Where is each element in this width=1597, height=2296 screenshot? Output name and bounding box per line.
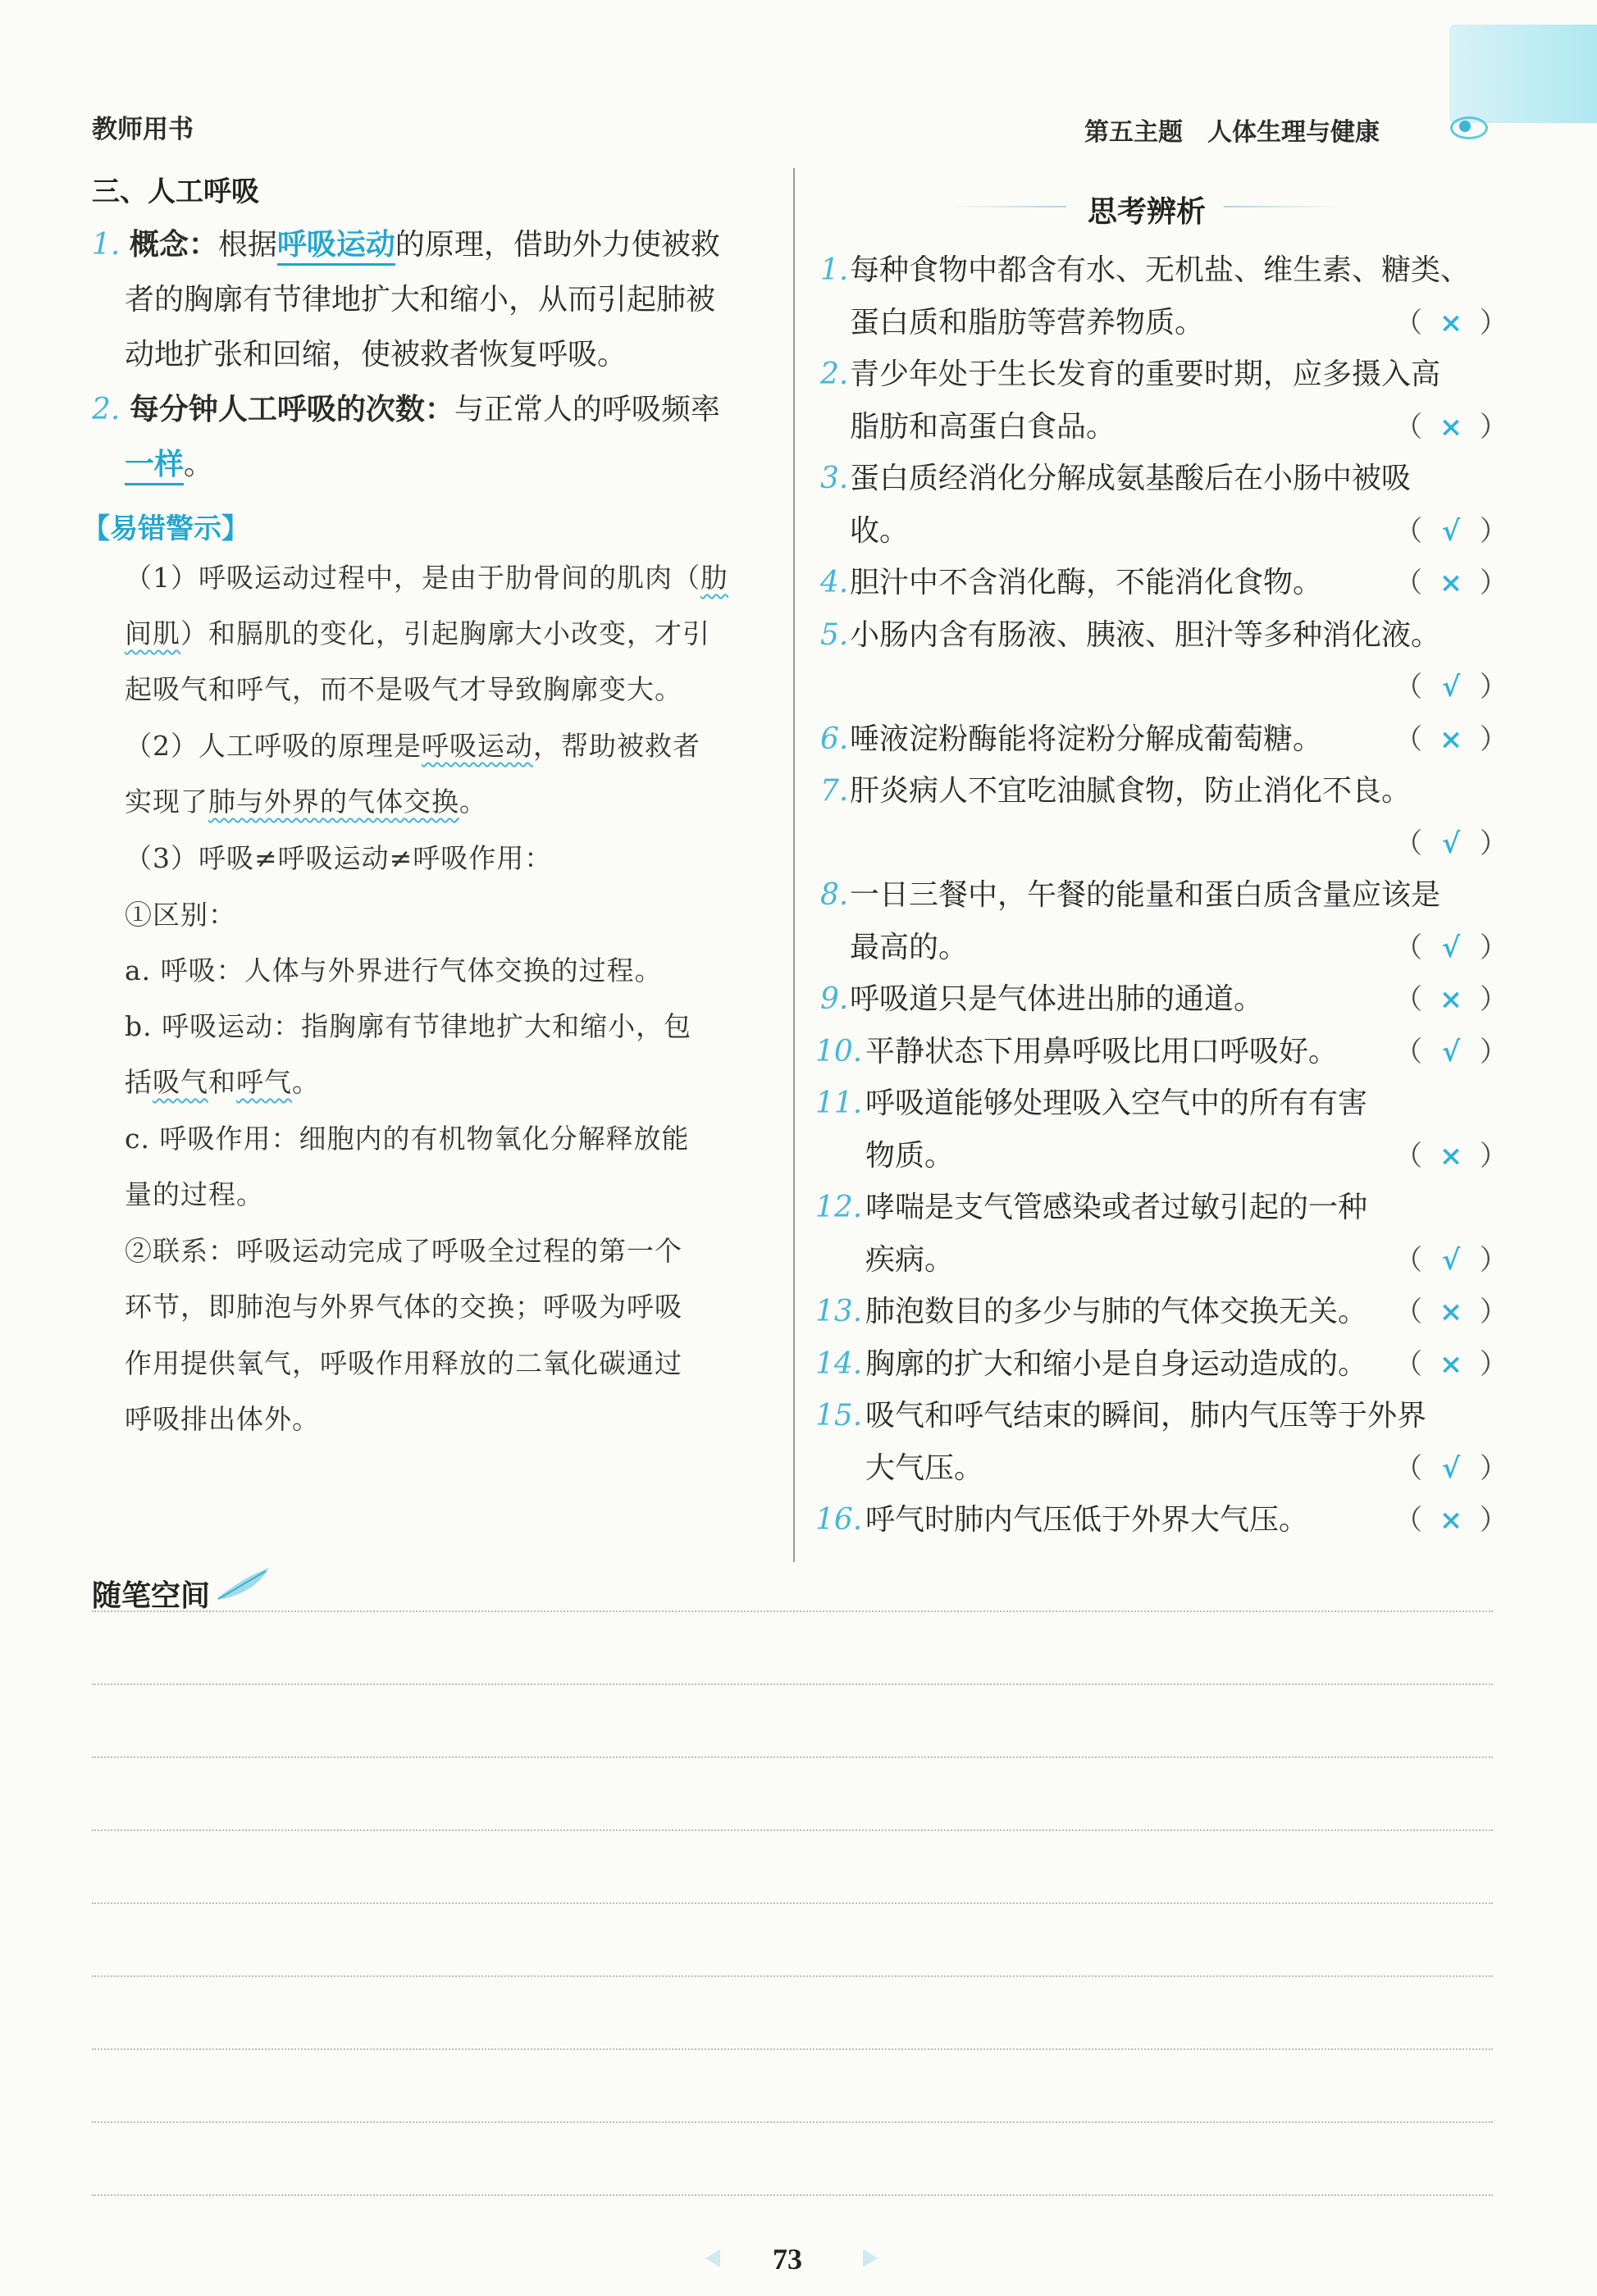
notes-line bbox=[92, 1902, 1493, 1904]
answer-mark: × bbox=[1439, 410, 1463, 444]
think-item-number: 5. bbox=[820, 617, 849, 652]
notes-line bbox=[92, 2121, 1493, 2123]
think-item-number: 12. bbox=[815, 1191, 863, 1224]
warning-p8-line-1: ②联系：呼吸运动完成了呼吸全过程的第一个 bbox=[125, 1235, 682, 1267]
rate-line-1: 2. 每分钟人工呼吸的次数：与正常人的呼吸频率 bbox=[92, 393, 720, 426]
answer-bracket: （ √ ） bbox=[1394, 514, 1508, 548]
think-item-text: 胸廓的扩大和缩小是自身运动造成的。 bbox=[865, 1346, 1368, 1381]
answer-bracket: （ × ） bbox=[1394, 983, 1508, 1016]
answer-mark: × bbox=[1439, 983, 1463, 1016]
warning-p7-line-2: 量的过程。 bbox=[125, 1178, 264, 1210]
answer-bracket: （ × ） bbox=[1394, 1296, 1508, 1328]
answer-bracket: （ × ） bbox=[1394, 410, 1508, 444]
next-arrow-icon bbox=[863, 2249, 878, 2267]
title-rule-left bbox=[951, 206, 1066, 207]
think-item-number: 4. bbox=[820, 566, 849, 599]
answer-mark: × bbox=[1439, 1504, 1463, 1537]
warning-p3: （3）呼吸≠呼吸运动≠呼吸作用： bbox=[125, 842, 553, 874]
think-item-number: 14. bbox=[815, 1346, 863, 1381]
answer-bracket: （ √ ） bbox=[1394, 1035, 1508, 1068]
header-chapter-title: 第五主题 人体生理与健康 bbox=[1084, 118, 1380, 147]
think-item-text-continued: 疾病。 bbox=[865, 1242, 955, 1277]
item-number: 1. bbox=[92, 228, 121, 262]
answer-bracket: （ √ ） bbox=[1394, 827, 1508, 860]
answer-bracket: （ × ） bbox=[1394, 306, 1508, 339]
notes-title: 随笔空间 bbox=[92, 1579, 211, 1613]
answer-bracket: （ × ） bbox=[1394, 1504, 1508, 1537]
concept-line-3: 动地扩张和回缩，使被救者恢复呼吸。 bbox=[125, 338, 627, 371]
answer-bracket: （ × ） bbox=[1394, 567, 1508, 599]
notes-line bbox=[92, 1829, 1493, 1831]
think-item-text: 平静状态下用鼻呼吸比用口呼吸好。 bbox=[865, 1034, 1339, 1068]
think-item-number: 1. bbox=[820, 253, 849, 287]
notes-line bbox=[92, 1683, 1493, 1685]
corner-tab-decoration bbox=[1449, 25, 1597, 123]
warning-p6-line-2: 括吸气和呼气。 bbox=[125, 1066, 320, 1098]
notes-line bbox=[92, 1975, 1493, 1977]
warning-p8-line-3: 作用提供氧气，呼吸作用释放的二氧化碳通过 bbox=[125, 1347, 682, 1379]
warning-p8-line-4: 呼吸排出体外。 bbox=[125, 1403, 320, 1435]
answer-bracket: （ × ） bbox=[1394, 1139, 1508, 1173]
pen-icon bbox=[215, 1565, 272, 1602]
think-item-text-continued: 脂肪和高蛋白食品。 bbox=[850, 409, 1116, 444]
think-item-number: 11. bbox=[815, 1086, 863, 1120]
concept-line-1: 1. 概念：根据呼吸运动的原理，借助外力使被救 bbox=[92, 230, 720, 260]
think-item-text: 唾液淀粉酶能将淀粉分解成葡萄糖。 bbox=[850, 722, 1323, 756]
notes-line bbox=[92, 1756, 1493, 1758]
think-item-number: 2. bbox=[820, 358, 849, 391]
warning-p1-line-3: 起吸气和呼气，而不是吸气才导致胸廓变大。 bbox=[125, 673, 682, 705]
answer-bracket: （ × ） bbox=[1394, 722, 1508, 756]
answer-mark: √ bbox=[1441, 931, 1461, 964]
answer-bracket: （ × ） bbox=[1394, 1347, 1508, 1381]
warning-p4: ①区别： bbox=[125, 899, 236, 931]
think-item-text-continued: 大气压。 bbox=[865, 1451, 984, 1485]
warning-p2-line-1: （2）人工呼吸的原理是呼吸运动，帮助被救者 bbox=[125, 730, 700, 762]
think-item-number: 3. bbox=[820, 462, 849, 495]
eye-icon bbox=[1450, 116, 1488, 139]
notes-line bbox=[92, 1610, 1493, 1612]
answer-bracket: （ √ ） bbox=[1394, 1243, 1508, 1277]
answer-mark: √ bbox=[1441, 1451, 1461, 1485]
answer-mark: √ bbox=[1441, 514, 1461, 548]
warning-p6-line-1: b. 呼吸运动：指胸廓有节律地扩大和缩小，包 bbox=[125, 1010, 692, 1042]
think-title: 思考辨析 bbox=[1088, 195, 1207, 229]
think-item-text: 胆汁中不含消化酶，不能消化食物。 bbox=[850, 566, 1323, 599]
think-item-text: 呼吸道只是气体进出肺的通道。 bbox=[850, 982, 1264, 1016]
answer-mark: √ bbox=[1441, 671, 1461, 704]
answer-mark: √ bbox=[1441, 1243, 1461, 1277]
think-item-number: 15. bbox=[815, 1399, 863, 1433]
think-item-text: 呼气时肺内气压低于外界大气压。 bbox=[865, 1503, 1309, 1537]
think-item-number: 9. bbox=[820, 982, 849, 1016]
think-item-text: 吸气和呼气结束的瞬间，肺内气压等于外界 bbox=[865, 1399, 1427, 1433]
answer-mark: × bbox=[1439, 567, 1463, 599]
answer-bracket: （ √ ） bbox=[1394, 1451, 1508, 1485]
think-item-text: 呼吸道能够处理吸入空气中的所有有害 bbox=[865, 1086, 1368, 1120]
warning-p7-line-1: c. 呼吸作用：细胞内的有机物氧化分解释放能 bbox=[125, 1123, 690, 1155]
answer-mark: √ bbox=[1441, 827, 1461, 860]
answer-mark: × bbox=[1439, 1347, 1463, 1381]
answer-bracket: （ √ ） bbox=[1394, 931, 1508, 964]
warning-p2-line-2: 实现了肺与外界的气体交换。 bbox=[125, 786, 487, 818]
answer-mark: × bbox=[1439, 722, 1463, 756]
notes-line bbox=[92, 2048, 1493, 2050]
concept-label: 概念： bbox=[129, 228, 218, 262]
column-divider bbox=[793, 168, 795, 1562]
warning-title: 【易错警示】 bbox=[82, 512, 249, 545]
think-item-text-continued: 蛋白质和脂肪等营养物质。 bbox=[850, 305, 1205, 339]
warning-p1-line-1: （1）呼吸运动过程中，是由于肋骨间的肌肉（肋 bbox=[125, 562, 728, 594]
think-item-number: 7. bbox=[820, 774, 849, 808]
think-item-text-continued: 收。 bbox=[850, 513, 910, 548]
think-item-number: 8. bbox=[820, 878, 849, 912]
think-item-text: 每种食物中都含有水、无机盐、维生素、糖类、 bbox=[850, 253, 1471, 287]
think-item-text: 一日三餐中，午餐的能量和蛋白质含量应该是 bbox=[850, 878, 1441, 912]
think-item-number: 6. bbox=[820, 722, 849, 756]
warning-p5: a. 呼吸：人体与外界进行气体交换的过程。 bbox=[125, 954, 663, 986]
think-item-number: 10. bbox=[815, 1034, 863, 1068]
section-title: 三、人工呼吸 bbox=[92, 175, 259, 208]
rate-key-term: 一样 bbox=[125, 448, 184, 485]
think-item-text-continued: 物质。 bbox=[865, 1138, 955, 1173]
think-item-text: 蛋白质经消化分解成氨基酸后在小肠中被吸 bbox=[850, 462, 1412, 495]
answer-mark: × bbox=[1439, 1139, 1463, 1173]
answer-mark: × bbox=[1439, 306, 1463, 339]
header-book-label: 教师用书 bbox=[92, 115, 194, 144]
think-item-number: 13. bbox=[815, 1295, 863, 1328]
page-number: 73 bbox=[773, 2243, 802, 2276]
answer-mark: × bbox=[1439, 1296, 1463, 1328]
answer-bracket: （ √ ） bbox=[1394, 671, 1508, 704]
warning-p1-line-2: 间肌）和膈肌的变化，引起胸廓大小改变，才引 bbox=[125, 617, 710, 649]
notes-line bbox=[92, 2194, 1493, 2196]
prev-arrow-icon bbox=[705, 2249, 720, 2267]
warning-p8-line-2: 环节，即肺泡与外界气体的交换；呼吸为呼吸 bbox=[125, 1291, 682, 1323]
think-item-text: 肝炎病人不宜吃油腻食物，防止消化不良。 bbox=[850, 774, 1412, 808]
concept-key-term: 呼吸运动 bbox=[277, 228, 395, 266]
rate-label: 每分钟人工呼吸的次数： bbox=[129, 393, 454, 426]
think-item-text: 青少年处于生长发育的重要时期，应多摄入高 bbox=[850, 358, 1441, 391]
think-item-text: 小肠内含有肠液、胰液、胆汁等多种消化液。 bbox=[850, 617, 1441, 652]
think-item-text-continued: 最高的。 bbox=[850, 930, 969, 964]
title-rule-right bbox=[1224, 206, 1339, 207]
rate-line-2: 一样。 bbox=[125, 450, 213, 480]
think-item-text: 肺泡数目的多少与肺的气体交换无关。 bbox=[865, 1295, 1368, 1328]
think-item-text: 哮喘是支气管感染或者过敏引起的一种 bbox=[865, 1191, 1368, 1224]
answer-mark: √ bbox=[1441, 1035, 1461, 1068]
concept-line-2: 者的胸廓有节律地扩大和缩小，从而引起肺被 bbox=[125, 283, 716, 317]
think-item-number: 16. bbox=[815, 1503, 863, 1537]
